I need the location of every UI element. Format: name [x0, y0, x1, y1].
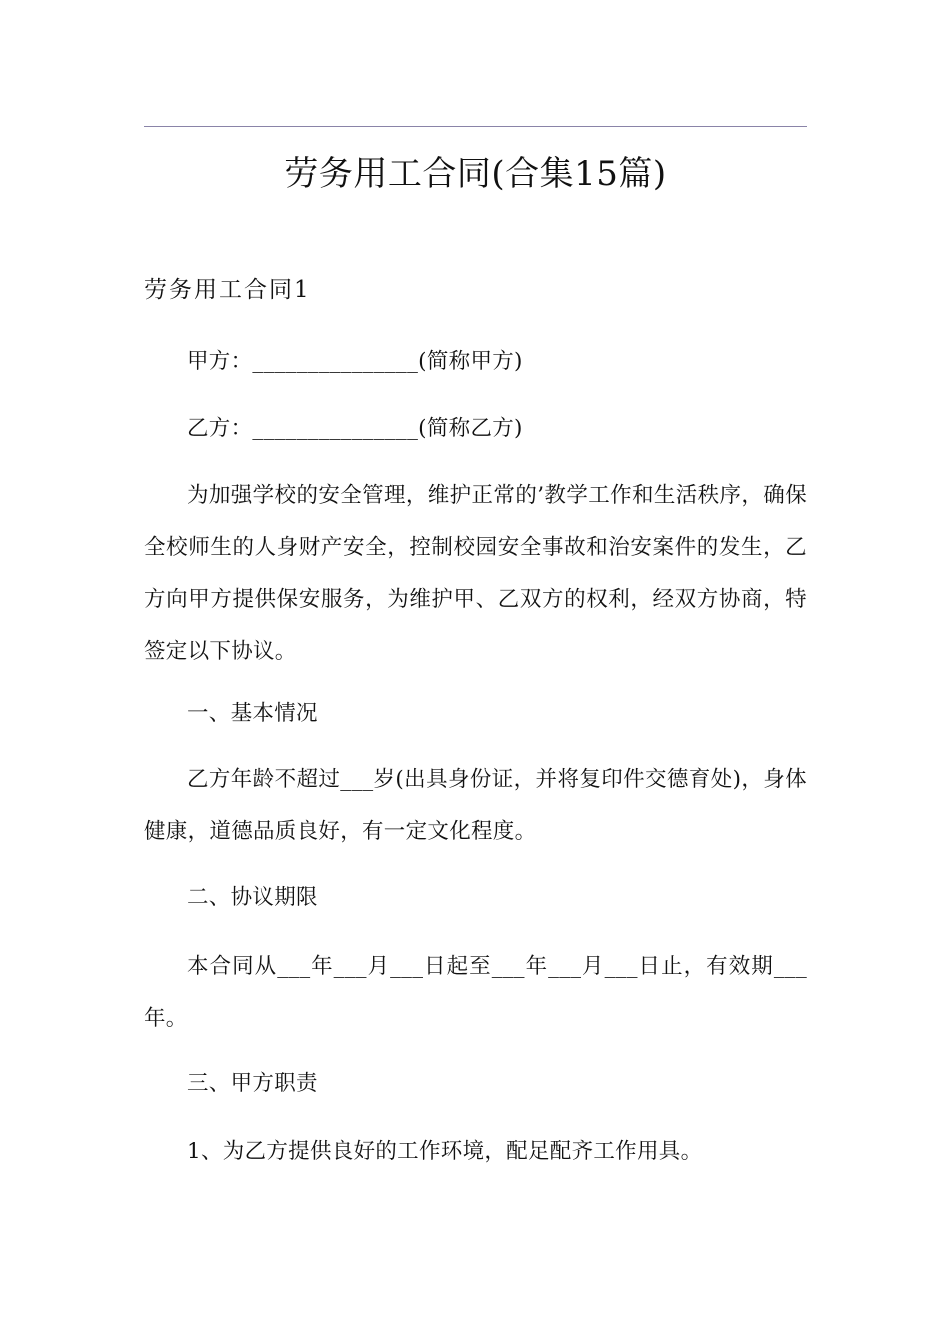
party-b-line: 乙方：_______________(简称乙方): [187, 416, 523, 441]
heading-agreement-term: 二、协议期限: [187, 885, 318, 910]
party-a-line: 甲方：_______________(简称甲方): [187, 349, 523, 374]
section-title: 劳务用工合同1: [144, 277, 311, 303]
agreement-term-paragraph: 本合同从___年___月___日起至___年___月___日止，有效期___年。: [144, 954, 807, 1031]
intro-paragraph: 为加强学校的安全管理，维护正常的’教学工作和生活秩序，确保全校师生的人身财产安全，控制校园安全事故和治安案件的发生，乙方向甲方提供保安服务，为维护甲、乙双方的权利，经双方协商，特签定以下协议。: [144, 483, 807, 664]
heading-party-a-duties: 三、甲方职责: [187, 1071, 318, 1096]
header-rule: [144, 126, 807, 127]
heading-basic-info: 一、基本情况: [187, 701, 318, 726]
document-title: 劳务用工合同(合集15篇): [284, 154, 667, 194]
basic-info-paragraph: 乙方年龄不超过___岁(出具身份证，并将复印件交德育处)，身体健康，道德品质良好，有一定文化程度。: [144, 767, 807, 844]
party-a-duty-item-1: 1、为乙方提供良好的工作环境，配足配齐工作用具。: [187, 1139, 703, 1164]
